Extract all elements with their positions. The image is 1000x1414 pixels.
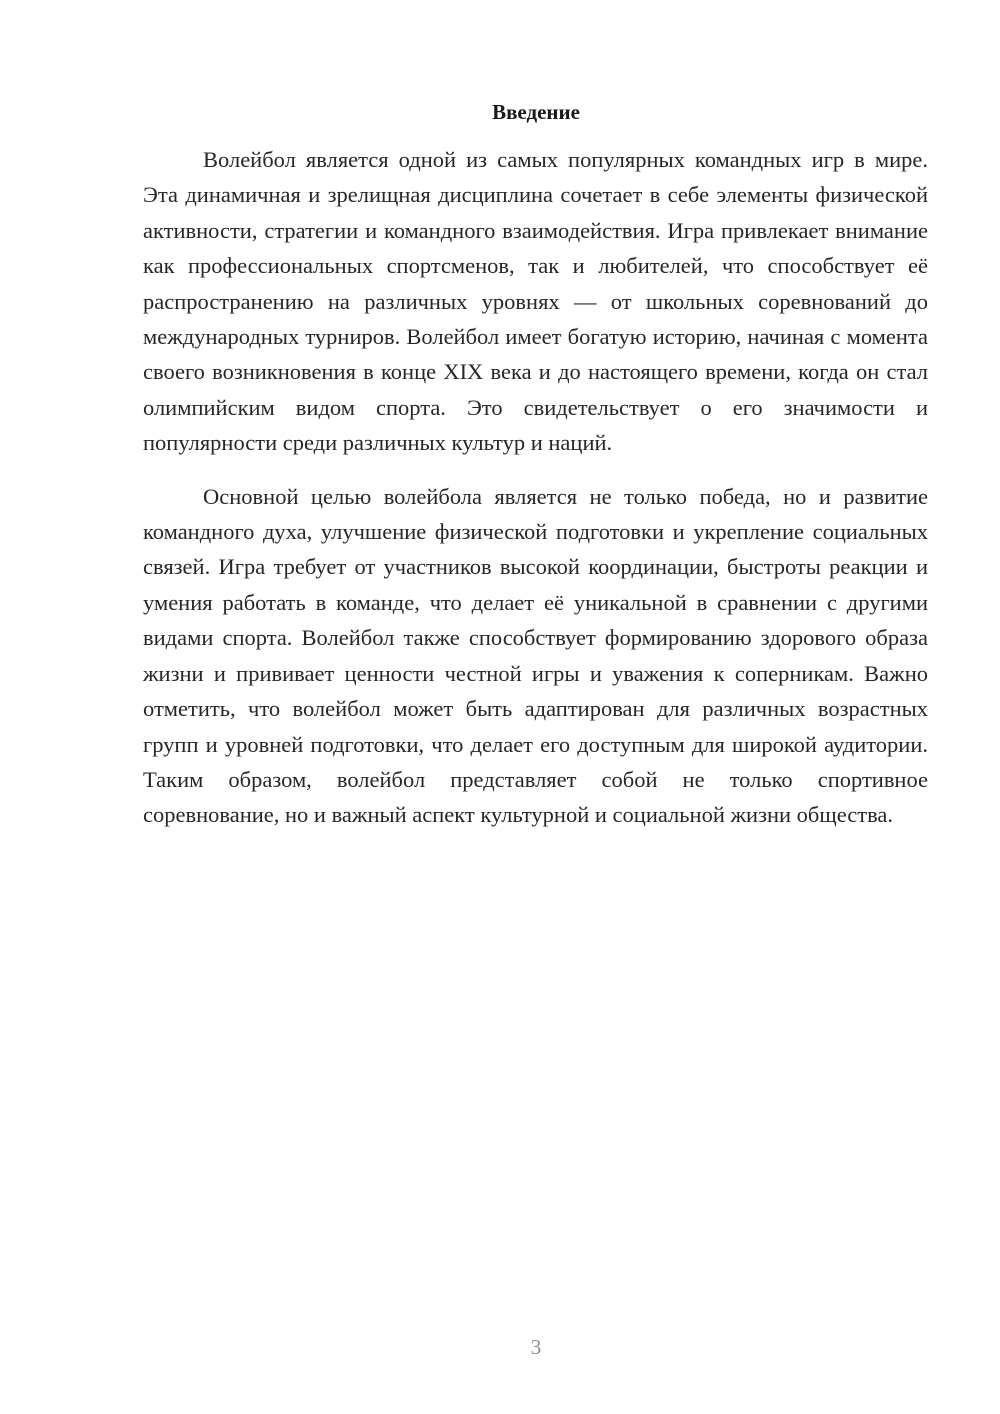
paragraph-2: Основной целью волейбола является не только победа, но и развитие командного духа, улучшение физической подготовки и укрепление социальных связей. Игра требует от участников высокой координации, быстроты реакции и умения работать в команде, что делает её уникальной в сравнении с другими видами спорта. Волейбол также способствует формированию здорового образа жизни и прививает ценности честной игры и уважения к соперникам. Важно отметить, что волейбол может быть адаптирован для различных возрастных групп и уровней подготовки, что делает его доступным для широкой аудитории. Таким образом, волейбол представляет собой не только спортивное соревнование, но и важный аспект культурной и социальной жизни общества. <box>143 483 928 828</box>
body-text <box>143 142 928 833</box>
page-number: 3 <box>530 1335 542 1359</box>
paragraph-1: Волейбол является одной из самых популярных командных игр в мире. Эта динамичная и зрелищная дисциплина сочетает в себе элементы физической активности, стратегии и командного взаимодействия. Игра привлекает внимание как профессиональных спортсменов, так и любителей, что способствует её распространению на различных уровнях — от школьных соревнований до международных турниров. Волейбол имеет богатую историю, начиная с момента своего возникновения в конце XIX века и до настоящего времени, когда он стал олимпийским видом спорта. Это свидетельствует о его значимости и популярности среди различных культур и наций. <box>143 147 928 456</box>
section-heading: Введение <box>492 100 580 124</box>
